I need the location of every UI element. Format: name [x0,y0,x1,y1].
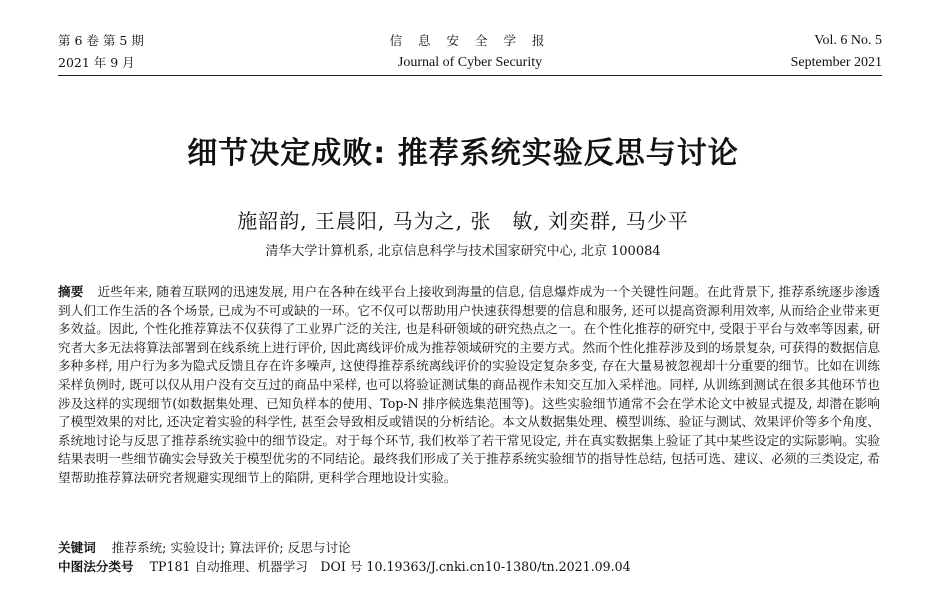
issue-date: 2021 年 9 月 [58,55,135,70]
abstract-label: 摘要 [58,284,84,299]
classification-text: TP181 自动推理、机器学习 DOI 号 10.19363/J.cnki.cn10-1380/tn.2021.09.04 [149,559,631,574]
volume-issue-en: Vol. 6 No. 5 [814,33,882,48]
issue-date-en: September 2021 [790,55,882,70]
keywords-text: 推荐系统; 实验设计; 算法评价; 反思与讨论 [111,540,351,555]
journal-header [58,30,882,76]
abstract [58,283,880,488]
journal-name-en: Journal of Cyber Security [397,55,543,70]
journal-name-cn: 信 息 安 全 学 报 [389,33,551,48]
author-list: 施韶韵, 王晨阳, 马为之, 张 敏, 刘奕群, 马少平 [237,209,689,233]
abstract-text: 近些年来, 随着互联网的迅速发展, 用户在各种在线平台上接收到海量的信息, 信息爆炸成为一个关键性问题。在此背景下, 推荐系统逐步渗透到人们工作生活的各个场景, 已成为不可或缺的一环。它不仅可以帮助用户快速获得想要的信息和服务, 还可以提高资源利用效率, 从而给企业带来更多效益。因此, 个性化推荐算法不仅获得了工业界广泛的关注, 也是科研领域的研究热点之一。在个性化推荐的研究中, 受限于平台与效率等因素, 研究者大多无法将算法部署到在线系统上进行评价, 因此离线评价成为推荐领域研究的主要方式。然而个性化推荐涉及到的场景复杂, 可获得的数据信息多种多样, 用户行为多为隐式反馈且存在许多噪声, 这使得推荐系统离线评价的实验设定复杂多变, 存在大量易被忽视却十分重要的细节。比如在训练采样负例时, 既可以仅从用户没有交互过的商品中采样, 也可以将验证测试集的商品视作未知交互加入采样池。同样, 从训练到测试在很多其他环节也涉及这样的实现细节(如数据集处理、已知负样本的使用、Top-N 排序候选集范围等)。这些实验细节通常不会在学术论文中被显式提及, 却潜在影响了模型效果的对比, 还决定着实验的科学性, 甚至会导致相反或错误的分析结论。本文从数据集处理、模型训练、验证与测试、效果评价等多个角度、系统地讨论与反思了推荐系统实验中的细节设定。对于每个环节, 我们枚举了若干常见设定, 并在真实数据集上验证了其中某些设定的实际影响。实验结果表明一些细节确实会导致关于模型优劣的不同结论。最终我们形成了关于推荐系统实验细节的指导性总结, 包括可选、建议、必须的三类设定, 希望帮助推荐算法研究者规避实现细节上的陷阱, 更科学合理地设计实验。 [58,284,881,485]
classification-label: 中图法分类号 [58,559,134,574]
keywords-label: 关键词 [58,540,96,555]
affiliation: 清华大学计算机系, 北京信息科学与技术国家研究中心, 北京 100084 [265,244,661,259]
header-rule [58,75,882,76]
keywords [58,539,880,557]
issue-info-en [791,30,882,74]
paper-title: 细节决定成败: 推荐系统实验反思与讨论 [187,136,739,171]
journal-name [58,30,882,74]
classification [58,558,880,576]
volume-issue: 第 6 卷 第 5 期 [58,33,144,48]
